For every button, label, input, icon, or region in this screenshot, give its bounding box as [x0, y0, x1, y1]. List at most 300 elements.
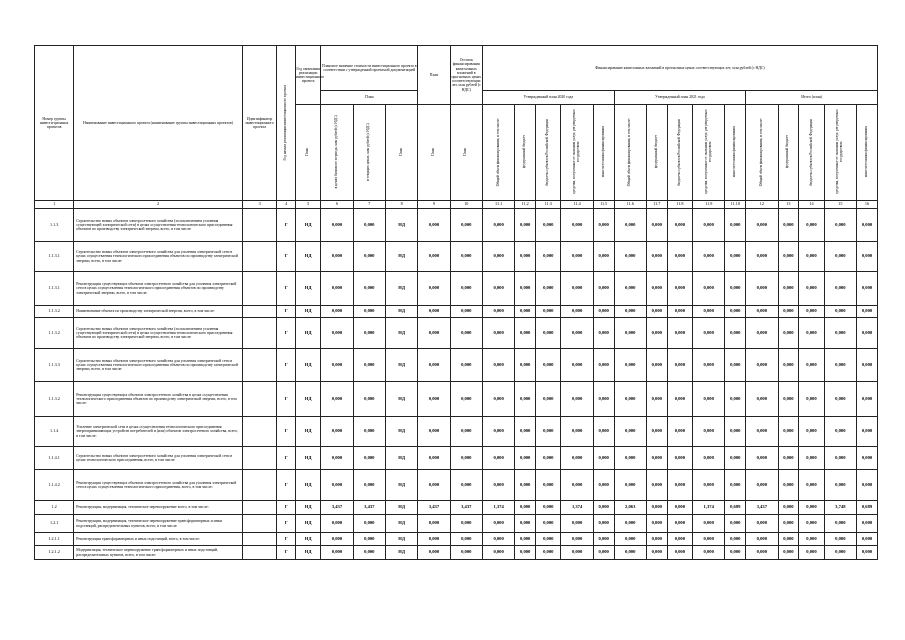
row-id — [242, 546, 277, 560]
row-value: Г — [277, 349, 295, 382]
row-value: 0,000 — [614, 306, 646, 318]
row-value: 0,000 — [515, 209, 536, 242]
row-value: 3,437 — [353, 501, 385, 515]
row-id — [242, 318, 277, 349]
column-number: 11.2 — [515, 201, 536, 209]
row-value: 0,000 — [536, 515, 561, 533]
row-value: НД — [385, 272, 417, 306]
row-value: 0,000 — [536, 272, 561, 306]
row-value: НД — [385, 242, 417, 272]
row-value: 0,000 — [857, 417, 878, 447]
row-value: НД — [295, 447, 320, 470]
row-value: 0,000 — [725, 349, 746, 382]
row-value: 0,000 — [646, 417, 667, 447]
row-value: 0,000 — [321, 447, 353, 470]
row-value: 0,000 — [646, 306, 667, 318]
row-value: 0,000 — [515, 533, 536, 546]
row-value: 0,000 — [418, 209, 450, 242]
subheader-financing-1-9: иные источники финансирования — [725, 105, 746, 201]
row-value: 0,000 — [857, 546, 878, 560]
row-value: 0,000 — [824, 209, 856, 242]
row-value: 0,000 — [353, 546, 385, 560]
header-year-end: Год окончания реализации инвестиционного проекта — [295, 46, 320, 105]
subheader-financing-2-5: Общий объем финансирования, в том числе: — [746, 105, 778, 201]
row-name: Реконструкция существующих объектов электросетевого хозяйства для усиления электрической сети в целях осуществления технологического присоединения объектов по производству электрической энергии, всего, в том числе: — [74, 272, 243, 306]
row-value: 0,000 — [593, 470, 614, 501]
row-value: 0,000 — [418, 242, 450, 272]
row-value: 0,000 — [614, 209, 646, 242]
row-value: 0,000 — [561, 515, 593, 533]
row-value: 0,000 — [321, 382, 353, 417]
subheader-financing-1-8: средства, полученные от оказания услуг, регулируемых государством — [693, 105, 725, 201]
column-number: 11.8 — [667, 201, 692, 209]
subheader-financing-1-7: бюджеты субъектов Российской Федерации — [667, 105, 692, 201]
subheader-base-prices: в ценах базисного периода, млн рублей (с НДС) — [321, 105, 353, 201]
row-value: 0,000 — [536, 447, 561, 470]
row-number: 1.2.1.1 — [35, 533, 74, 546]
row-value: НД — [295, 306, 320, 318]
row-value: НД — [295, 318, 320, 349]
row-value: 0,000 — [536, 470, 561, 501]
row-id — [242, 515, 277, 533]
row-value: 0,000 — [799, 306, 824, 318]
table-row — [35, 242, 878, 272]
row-name: Реконструкция трансформаторных и иных подстанций, всего, в том числе: — [74, 533, 243, 546]
row-value: 0,000 — [418, 306, 450, 318]
row-value: 0,000 — [450, 318, 482, 349]
row-value: 0,000 — [321, 470, 353, 501]
column-number: 13 — [778, 201, 799, 209]
row-value: 0,000 — [746, 417, 778, 447]
subheader-plan-2: План — [385, 105, 417, 201]
row-value: 0,000 — [725, 272, 746, 306]
row-value: 0,000 — [321, 546, 353, 560]
row-value: 0,000 — [746, 272, 778, 306]
row-id — [242, 242, 277, 272]
header-id: Идентификатор инвестиционного проекта — [242, 46, 277, 201]
row-value: Г — [277, 382, 295, 417]
row-value: 0,000 — [536, 533, 561, 546]
header-remaining: Остаток финансирования капитальных вложений в прогнозных ценах соответствующих лет, млн рублей (с НДС) — [450, 46, 482, 105]
row-value: 0,000 — [614, 470, 646, 501]
row-value: 0,000 — [857, 470, 878, 501]
table-row — [35, 272, 878, 306]
row-value: 0,000 — [614, 242, 646, 272]
header-year1: Утвержденный план 2020 года — [482, 91, 614, 105]
row-value: 0,000 — [746, 318, 778, 349]
header-cost-plan: План — [418, 46, 450, 105]
row-value: 0,000 — [778, 272, 799, 306]
row-value: 0,000 — [693, 447, 725, 470]
row-value: 0,000 — [857, 515, 878, 533]
row-value: 0,000 — [693, 417, 725, 447]
row-value: 0,000 — [799, 470, 824, 501]
row-name: Строительство новых объектов электросетевого хозяйства (за исключением усиления существующей электрической сети) в целях осуществления технологического присоединения объектов по производству электрической энергии, всего, в том числе: — [74, 318, 243, 349]
column-number: 12 — [746, 201, 778, 209]
row-value: 0,000 — [321, 242, 353, 272]
subheader-current-prices: в текущих ценах, млн рублей (с НДС) — [353, 105, 385, 201]
row-name: Реконструкция существующих объектов электросетевого хозяйства для усиления электрической сети в целях осуществления технологического присоединения, всего, в том числе: — [74, 470, 243, 501]
column-number: 11.10 — [725, 201, 746, 209]
row-value: НД — [385, 501, 417, 515]
row-value: НД — [295, 349, 320, 382]
row-value: 0,000 — [857, 382, 878, 417]
column-number: 2 — [74, 201, 243, 209]
subheader-financing-2-9: иные источники финансирования — [857, 105, 878, 201]
row-value: 0,000 — [515, 470, 536, 501]
row-value: 0,000 — [778, 447, 799, 470]
row-value: Г — [277, 306, 295, 318]
row-value: 0,000 — [799, 417, 824, 447]
row-value: 0,000 — [725, 470, 746, 501]
row-value: 0,000 — [693, 272, 725, 306]
row-value: 0,000 — [857, 306, 878, 318]
column-number: 3 — [242, 201, 277, 209]
table-row — [35, 447, 878, 470]
row-number: 1.1.3.2 — [35, 382, 74, 417]
row-value: 0,000 — [799, 533, 824, 546]
table-row — [35, 417, 878, 447]
row-value: 0,000 — [824, 546, 856, 560]
row-value: 0,000 — [561, 470, 593, 501]
row-value: 0,000 — [857, 242, 878, 272]
row-value: НД — [295, 382, 320, 417]
row-value: НД — [385, 470, 417, 501]
row-value: 0,000 — [418, 272, 450, 306]
row-value: 0,000 — [482, 546, 514, 560]
column-number: 14 — [799, 201, 824, 209]
row-value: 0,000 — [561, 417, 593, 447]
row-value: 0,000 — [515, 349, 536, 382]
column-number: 11.6 — [614, 201, 646, 209]
table-row — [35, 349, 878, 382]
table-row — [35, 515, 878, 533]
row-value: 0,000 — [561, 447, 593, 470]
row-value: 0,000 — [725, 242, 746, 272]
row-name: Строительство новых объектов электросетевого хозяйства для усиления электрической сети в целях осуществления технологического присоединения объектов по производству электрической энергии, всего, в том числе: — [74, 242, 243, 272]
row-value: 0,000 — [746, 470, 778, 501]
column-number: 11.3 — [536, 201, 561, 209]
row-value: 0,000 — [646, 382, 667, 417]
row-number: 1.1.4.1 — [35, 447, 74, 470]
row-value: 0,689 — [857, 501, 878, 515]
row-id — [242, 209, 277, 242]
row-value: 0,000 — [561, 546, 593, 560]
row-number: 1.1.3.2 — [35, 306, 74, 318]
row-value: 0,000 — [450, 382, 482, 417]
row-value: 0,000 — [321, 533, 353, 546]
row-value: 0,000 — [614, 417, 646, 447]
table-row — [35, 306, 878, 318]
row-value: 0,000 — [515, 306, 536, 318]
table-row — [35, 501, 878, 515]
row-value: 0,000 — [693, 546, 725, 560]
row-value: Г — [277, 318, 295, 349]
row-value: 0,000 — [482, 272, 514, 306]
row-value: 0,000 — [593, 242, 614, 272]
row-value: 0,000 — [353, 470, 385, 501]
row-value: 0,000 — [614, 447, 646, 470]
row-value: Г — [277, 470, 295, 501]
row-value: 0,000 — [693, 470, 725, 501]
row-value: 0,000 — [857, 209, 878, 242]
row-value: 0,000 — [857, 318, 878, 349]
row-value: 0,000 — [857, 272, 878, 306]
row-value: 0,000 — [614, 546, 646, 560]
row-value: 0,000 — [515, 417, 536, 447]
row-value: Г — [277, 546, 295, 560]
row-value: 0,000 — [536, 382, 561, 417]
row-value: 0,000 — [746, 242, 778, 272]
row-id — [242, 533, 277, 546]
row-value: 0,000 — [614, 272, 646, 306]
column-number: 9 — [418, 201, 450, 209]
row-name: Реконструкция существующих объектов электросетевого хозяйства в целях осуществления технологического присоединения объектов по производству электрической энергии, всего, в том числе: — [74, 382, 243, 417]
row-value: 0,000 — [824, 470, 856, 501]
row-value: НД — [295, 533, 320, 546]
row-value: 0,000 — [450, 470, 482, 501]
row-value: 0,000 — [561, 272, 593, 306]
row-value: 0,000 — [778, 533, 799, 546]
row-value: 0,000 — [593, 546, 614, 560]
row-value: 0,000 — [482, 306, 514, 318]
row-id — [242, 306, 277, 318]
row-value: 0,000 — [799, 272, 824, 306]
row-value: 0,000 — [418, 417, 450, 447]
column-number: 7 — [353, 201, 385, 209]
row-value: 0,000 — [536, 501, 561, 515]
row-value: 2,063 — [614, 501, 646, 515]
row-id — [242, 272, 277, 306]
header-plan: План — [321, 91, 418, 105]
row-value: 0,000 — [614, 318, 646, 349]
column-number: 11.5 — [593, 201, 614, 209]
table-row — [35, 318, 878, 349]
row-value: 0,000 — [667, 318, 692, 349]
row-value: 0,000 — [746, 349, 778, 382]
row-value: 0,000 — [482, 318, 514, 349]
row-value: 0,000 — [667, 501, 692, 515]
row-value: НД — [295, 501, 320, 515]
row-value: 0,000 — [667, 515, 692, 533]
row-value: 0,000 — [725, 306, 746, 318]
row-value: 0,000 — [593, 417, 614, 447]
row-value: 0,000 — [450, 306, 482, 318]
row-value: 0,000 — [646, 209, 667, 242]
row-value: 0,000 — [450, 349, 482, 382]
row-value: 0,000 — [450, 272, 482, 306]
subheader-financing-0-7: бюджеты субъектов Российской Федерации — [536, 105, 561, 201]
row-value: 0,000 — [418, 349, 450, 382]
row-value: НД — [385, 533, 417, 546]
row-value: 0,000 — [561, 533, 593, 546]
row-value: 0,000 — [824, 318, 856, 349]
column-number: 6 — [321, 201, 353, 209]
row-value: НД — [385, 209, 417, 242]
row-value: 0,000 — [614, 515, 646, 533]
row-name: Наименование объекта по производству электрической энергии, всего, в том числе: — [74, 306, 243, 318]
row-value: 0,000 — [593, 533, 614, 546]
row-value: 0,000 — [536, 209, 561, 242]
row-value: 0,000 — [353, 382, 385, 417]
row-value: 0,000 — [593, 306, 614, 318]
row-value: НД — [385, 382, 417, 417]
row-value: 0,000 — [667, 470, 692, 501]
row-value: 0,000 — [824, 515, 856, 533]
row-value: Г — [277, 447, 295, 470]
column-number: 5 — [295, 201, 320, 209]
subheader-financing-2-8: средства, полученные от оказания услуг, регулируемых государством — [824, 105, 856, 201]
row-value: 0,000 — [799, 447, 824, 470]
row-value: 0,000 — [418, 470, 450, 501]
header-year2: Утвержденный план 2021 года — [614, 91, 746, 105]
row-value: 0,000 — [799, 242, 824, 272]
row-value: 0,000 — [667, 242, 692, 272]
row-number: 1.2 — [35, 501, 74, 515]
row-value: 0,000 — [778, 318, 799, 349]
row-value: 0,000 — [693, 306, 725, 318]
header-cost: Плановое значение стоимости инвестиционного проекта в соответствии с утвержденной проектной документацией — [321, 46, 418, 91]
row-value: 0,000 — [646, 533, 667, 546]
row-value: 0,000 — [693, 382, 725, 417]
row-number: 1.1.4 — [35, 417, 74, 447]
row-value: 0,000 — [746, 515, 778, 533]
column-number: 16 — [857, 201, 878, 209]
row-value: 0,000 — [746, 209, 778, 242]
row-value: 0,000 — [824, 447, 856, 470]
row-value: НД — [295, 272, 320, 306]
row-value: 0,000 — [561, 382, 593, 417]
row-value: 0,000 — [667, 546, 692, 560]
row-value: 0,000 — [667, 382, 692, 417]
subheader-financing-0-8: средства, полученные от оказания услуг, регулируемых государством — [561, 105, 593, 201]
investment-table — [34, 45, 878, 560]
row-value: 0,000 — [536, 417, 561, 447]
row-value: 0,000 — [799, 515, 824, 533]
row-value: 0,000 — [824, 349, 856, 382]
row-value: 0,000 — [667, 417, 692, 447]
column-number: 11.4 — [561, 201, 593, 209]
row-value: 0,000 — [778, 349, 799, 382]
subheader-financing-0-6: федеральный бюджет — [515, 105, 536, 201]
row-value: 0,000 — [824, 272, 856, 306]
row-value: 0,000 — [418, 533, 450, 546]
row-value: 0,000 — [799, 382, 824, 417]
table-row — [35, 546, 878, 560]
row-value: Г — [277, 501, 295, 515]
row-value: 0,000 — [593, 318, 614, 349]
row-value: 0,000 — [321, 318, 353, 349]
row-id — [242, 501, 277, 515]
row-value: 0,000 — [824, 382, 856, 417]
row-value: 0,000 — [321, 515, 353, 533]
row-value: НД — [295, 470, 320, 501]
header-number: Номер группы инвести-ционных проектов — [35, 46, 74, 201]
row-value: 3,437 — [418, 501, 450, 515]
row-value: НД — [385, 306, 417, 318]
row-value: 0,000 — [693, 209, 725, 242]
column-number: 11.9 — [693, 201, 725, 209]
row-value: 0,000 — [725, 209, 746, 242]
row-number: 1.1.3.3 — [35, 349, 74, 382]
row-value: 0,000 — [725, 515, 746, 533]
row-value: 1,374 — [482, 501, 514, 515]
row-value: 0,000 — [536, 546, 561, 560]
row-value: Г — [277, 533, 295, 546]
row-name: Строительство новых объектов электросетевого хозяйства для усиления электрической сети в целях осуществления технологического присоединения объектов по производству электрической энергии, всего, в том числе: — [74, 349, 243, 382]
row-value: 0,000 — [778, 382, 799, 417]
row-value: 0,000 — [353, 447, 385, 470]
row-value: 0,000 — [725, 417, 746, 447]
column-number: 4 — [277, 201, 295, 209]
row-value: 0,000 — [778, 501, 799, 515]
row-value: 0,000 — [746, 306, 778, 318]
header-name: Наименование инвестиционного проекта (наименование группы инвестиционных проектов) — [74, 46, 243, 201]
row-id — [242, 447, 277, 470]
row-value: 0,000 — [799, 349, 824, 382]
row-value: 0,000 — [450, 533, 482, 546]
row-value: 0,000 — [725, 546, 746, 560]
row-value: 0,000 — [824, 306, 856, 318]
row-value: 0,000 — [778, 546, 799, 560]
row-value: 0,000 — [482, 242, 514, 272]
row-value: 0,000 — [353, 209, 385, 242]
row-number: 1.1.3.1 — [35, 242, 74, 272]
column-number: 11.1 — [482, 201, 514, 209]
row-value: 0,000 — [482, 533, 514, 546]
row-value: НД — [295, 209, 320, 242]
row-value: 0,000 — [667, 533, 692, 546]
row-value: 0,000 — [725, 382, 746, 417]
row-id — [242, 382, 277, 417]
row-value: НД — [295, 515, 320, 533]
row-value: 0,000 — [614, 533, 646, 546]
row-value: 0,000 — [667, 447, 692, 470]
subheader-financing-0-5: Общий объем финансирования, в том числе: — [482, 105, 514, 201]
row-value: 0,000 — [353, 272, 385, 306]
row-value: 0,000 — [482, 417, 514, 447]
row-value: 0,000 — [667, 349, 692, 382]
row-value: 0,000 — [321, 272, 353, 306]
subheader-financing-2-6: федеральный бюджет — [778, 105, 799, 201]
row-value: 0,000 — [515, 272, 536, 306]
row-value: 0,000 — [561, 209, 593, 242]
row-value: 0,000 — [778, 515, 799, 533]
row-value: 0,000 — [321, 306, 353, 318]
row-value: 0,000 — [482, 470, 514, 501]
row-value: 0,000 — [593, 447, 614, 470]
table-row — [35, 533, 878, 546]
row-value: 0,000 — [746, 382, 778, 417]
row-value: 0,000 — [561, 318, 593, 349]
row-value: 0,000 — [593, 349, 614, 382]
row-value: 0,000 — [646, 546, 667, 560]
row-value: 0,000 — [593, 272, 614, 306]
row-value: 0,000 — [353, 515, 385, 533]
header-year-start: Год начала реализации инвестиционного проекта — [277, 46, 295, 201]
row-value: 0,000 — [799, 501, 824, 515]
row-value: Г — [277, 209, 295, 242]
row-value: НД — [295, 242, 320, 272]
row-id — [242, 470, 277, 501]
row-value: 0,000 — [746, 447, 778, 470]
subheader-plan: План — [295, 105, 320, 201]
row-value: 0,000 — [667, 306, 692, 318]
row-value: 0,000 — [693, 242, 725, 272]
row-value: 0,000 — [857, 447, 878, 470]
row-value: 0,000 — [799, 318, 824, 349]
row-value: 3,437 — [321, 501, 353, 515]
